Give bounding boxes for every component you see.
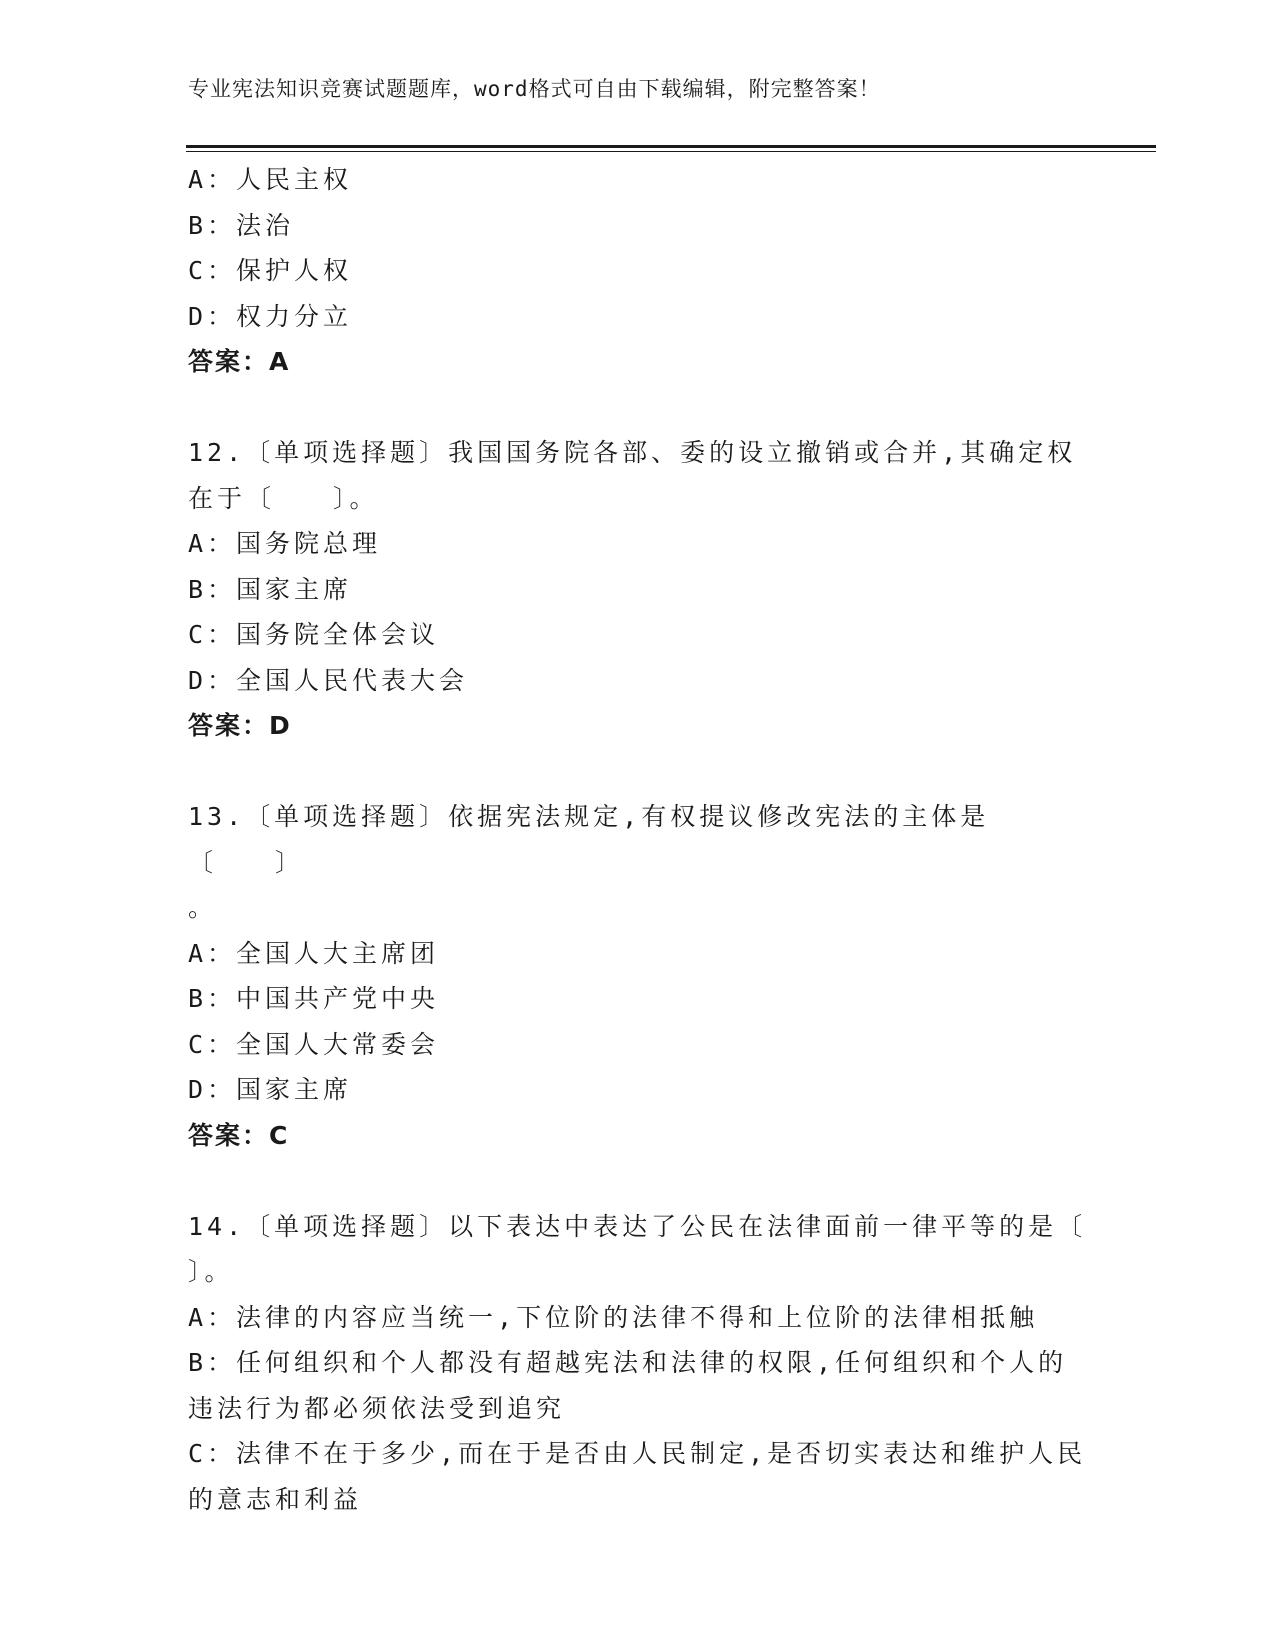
option-a: A：法律的内容应当统一,下位阶的法律不得和上位阶的法律相抵触 [188,1302,1039,1332]
question-content [188,157,1088,1522]
question-stem-line: 12.〔单项选择题〕我国国务院各部、委的设立撤销或合并,其确定权 [188,438,1077,467]
question-13 [188,794,1088,1158]
option-a: A：国务院总理 [188,529,382,558]
option-a: A：人民主权 [188,165,353,194]
option-d: D：权力分立 [188,301,353,331]
page-header: 专业宪法知识竞赛试题题库，word格式可自由下载编辑，附完整答案！ [188,77,881,101]
option-c: C：全国人大常委会 [188,1029,440,1059]
answer: 答案：C [188,1120,290,1150]
question-12 [188,430,1088,749]
option-d: D：国家主席 [188,1075,353,1104]
header-rule-thick [186,145,1156,148]
option-b: B：法治 [188,210,295,240]
option-d: D：全国人民代表大会 [188,665,469,695]
question-stem-line: 在于〔 〕。 [188,483,379,513]
question-stem-line: 13.〔单项选择题〕依据宪法规定,有权提议修改宪法的主体是〔 〕 [188,802,990,877]
question-stem-line: 〕。 [188,1257,234,1286]
option-b-continued: 违法行为都必须依法受到追究 [188,1393,566,1423]
option-c: C：法律不在于多少,而在于是否由人民制定,是否切实表达和维护人民 [188,1439,1087,1468]
option-b: B：中国共产党中央 [188,984,440,1013]
option-b: B：任何组织和个人都没有超越宪法和法律的权限,任何组织和个人的 [188,1348,1068,1377]
answer: 答案：D [188,711,292,740]
header-rule-thin [186,151,1156,152]
spacer [188,385,1088,431]
question-stem-line: 。 [188,893,218,922]
question-11-continued [188,157,1088,385]
option-b: B：国家主席 [188,574,353,604]
question-14 [188,1204,1088,1523]
question-stem-line: 14.〔单项选择题〕以下表达中表达了公民在法律面前一律平等的是〔 [188,1211,1087,1241]
answer: 答案：A [188,347,291,376]
option-c: C：保护人权 [188,256,353,285]
option-c-continued: 的意志和利益 [188,1484,363,1514]
option-a: A：全国人大主席团 [188,938,440,968]
option-c: C：国务院全体会议 [188,620,440,649]
spacer [188,1158,1088,1204]
spacer [188,749,1088,795]
